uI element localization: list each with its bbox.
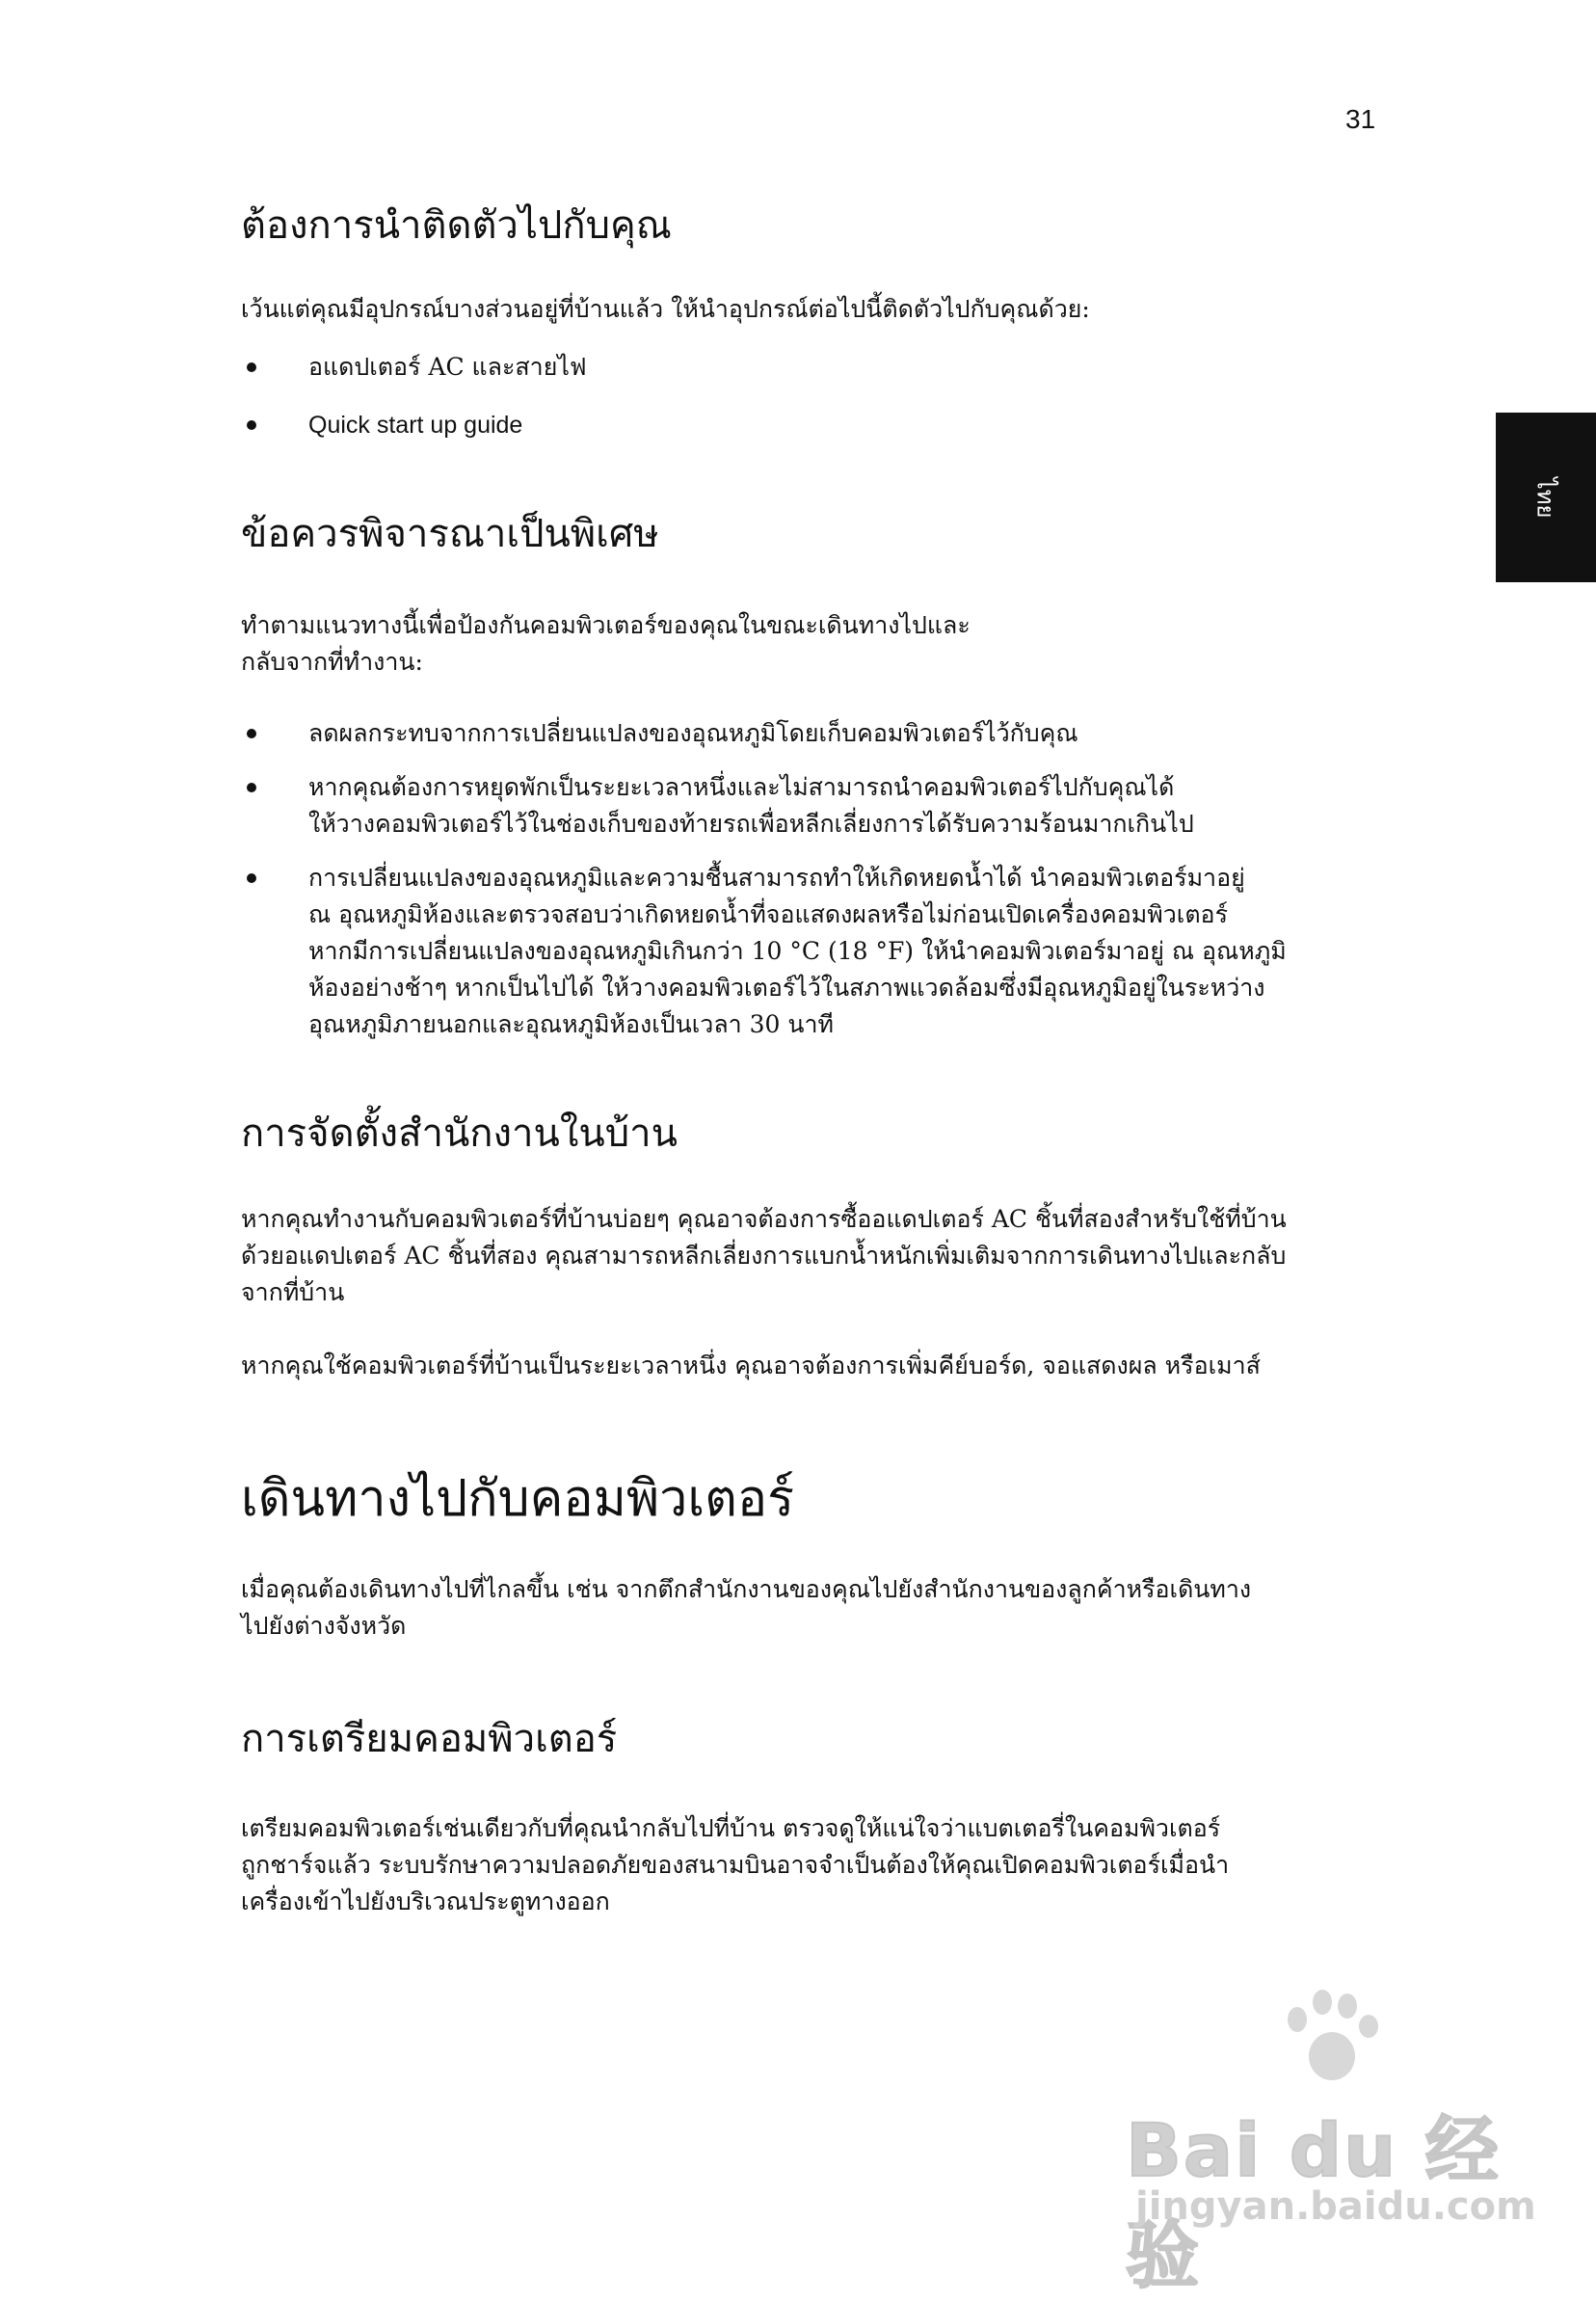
- watermark-url: jingyan.baidu.com: [1135, 2184, 1536, 2229]
- bullet-icon: [247, 783, 256, 792]
- preparing-paragraph: เตรียมคอมพิวเตอร์เช่นเดียวกับที่คุณนำกลับไปที่บ้าน ตรวจดูให้แน่ใจว่าแบตเตอรี่ในคอมพิวเตอร์ ถูกชาร์จแล้ว ระบบรักษาความปลอดภัยของสนามบินอาจจำเป็นต้องให้คุณเปิดคอมพิวเตอร์เมื่อนำ เครื่องเข้าไปยังบริเวณประตูทางออก: [241, 1813, 1230, 1915]
- heading-preparing: การเตรียมคอมพิวเตอร์: [241, 1716, 618, 1761]
- home-office-paragraph-1: หากคุณทำงานกับคอมพิวเตอร์ที่บ้านบ่อยๆ คุณอาจต้องการซื้ออแดปเตอร์ AC ชิ้นที่สองสำหรับใช้ที่บ้าน ด้วยอแดปเตอร์ AC ชิ้นที่สอง คุณสามารถหลีกเลี่ยงการแบกน้ำหนักเพิ่มเติมจากการเดินทางไปและกลับ จากที่บ้าน: [241, 1205, 1287, 1306]
- bullet-icon: [247, 420, 256, 430]
- language-tab: [1496, 413, 1596, 582]
- take-along-list: [241, 349, 1349, 443]
- heading-take-along: ต้องการนำติดตัวไปกับคุณ: [241, 203, 672, 248]
- paw-icon: [1270, 1986, 1386, 2092]
- special-list: [241, 715, 1349, 1043]
- traveling-paragraph: เมื่อคุณต้องเดินทางไปที่ไกลขึ้น เช่น จากตึกสำนักงานของคุณไปยังสำนักงานของลูกค้าหรือเดินทาง ไปยังต่างจังหวัด: [241, 1574, 1252, 1640]
- list-item: การเปลี่ยนแปลงของอุณหภูมิและความชื้นสามารถทำให้เกิดหยดน้ำได้ นำคอมพิวเตอร์มาอยู่ ณ อุณหภูมิห้องและตรวจสอบว่าเกิดหยดน้ำที่จอแสดงผลหรือไม่ก่อนเปิดเครื่องคอมพิวเตอร์ หากมีการเปลี่ยนแปลงของอุณหภูมิเกินกว่า 10 °C (18 °F) ให้นำคอมพิวเตอร์มาอยู่ ณ อุณหภูมิ ห้องอย่างช้าๆ หากเป็นไปได้ ให้วางคอมพิวเตอร์ไว้ในสภาพแวดล้อมซึ่งมีอุณหภูมิอยู่ในระหว่าง อุณหภูมิภายนอกและอุณหภูมิห้องเป็นเวลา 30 นาที: [241, 860, 1349, 1043]
- bullet-icon: [247, 362, 256, 372]
- page-number: 31: [1345, 104, 1376, 134]
- heading-special-considerations: ข้อควรพิจารณาเป็นพิเศษ: [241, 512, 659, 556]
- home-office-paragraph-2: หากคุณใช้คอมพิวเตอร์ที่บ้านเป็นระยะเวลาหนึ่ง คุณอาจต้องการเพิ่มคีย์บอร์ด, จอแสดงผล หรือเมาส์: [241, 1352, 1261, 1379]
- take-along-intro: เว้นแต่คุณมีอุปกรณ์บางส่วนอยู่ที่บ้านแล้ว ให้นำอุปกรณ์ต่อไปนี้ติดตัวไปกับคุณด้วย:: [241, 295, 1090, 323]
- heading-traveling: เดินทางไปกับคอมพิวเตอร์: [241, 1470, 795, 1528]
- heading-home-office: การจัดตั้งสำนักงานในบ้าน: [241, 1111, 678, 1156]
- special-intro: ทำตามแนวทางนี้เพื่อป้องกันคอมพิวเตอร์ของคุณในขณะเดินทางไปและ กลับจากที่ทำงาน:: [241, 611, 971, 676]
- list-item: Quick start up guide: [241, 407, 1349, 443]
- language-tab-label: ไทย: [1531, 477, 1559, 518]
- bullet-icon: [247, 729, 256, 738]
- list-item: หากคุณต้องการหยุดพักเป็นระยะเวลาหนึ่งและไม่สามารถนำคอมพิวเตอร์ไปกับคุณได้ ให้วางคอมพิวเตอร์ไว้ในช่องเก็บของท้ายรถเพื่อหลีกเลี่ยงการได้รับความร้อนมากเกินไป: [241, 769, 1349, 843]
- watermark-brand: Bai du 经验: [1126, 2107, 1501, 2298]
- bullet-icon: [247, 873, 256, 883]
- page-content: [241, 193, 1349, 1920]
- list-item: ลดผลกระทบจากการเปลี่ยนแปลงของอุณหภูมิโดยเก็บคอมพิวเตอร์ไว้กับคุณ: [241, 715, 1349, 752]
- baidu-watermark: [1126, 1986, 1536, 2298]
- list-item: อแดปเตอร์ AC และสายไฟ: [241, 349, 1349, 386]
